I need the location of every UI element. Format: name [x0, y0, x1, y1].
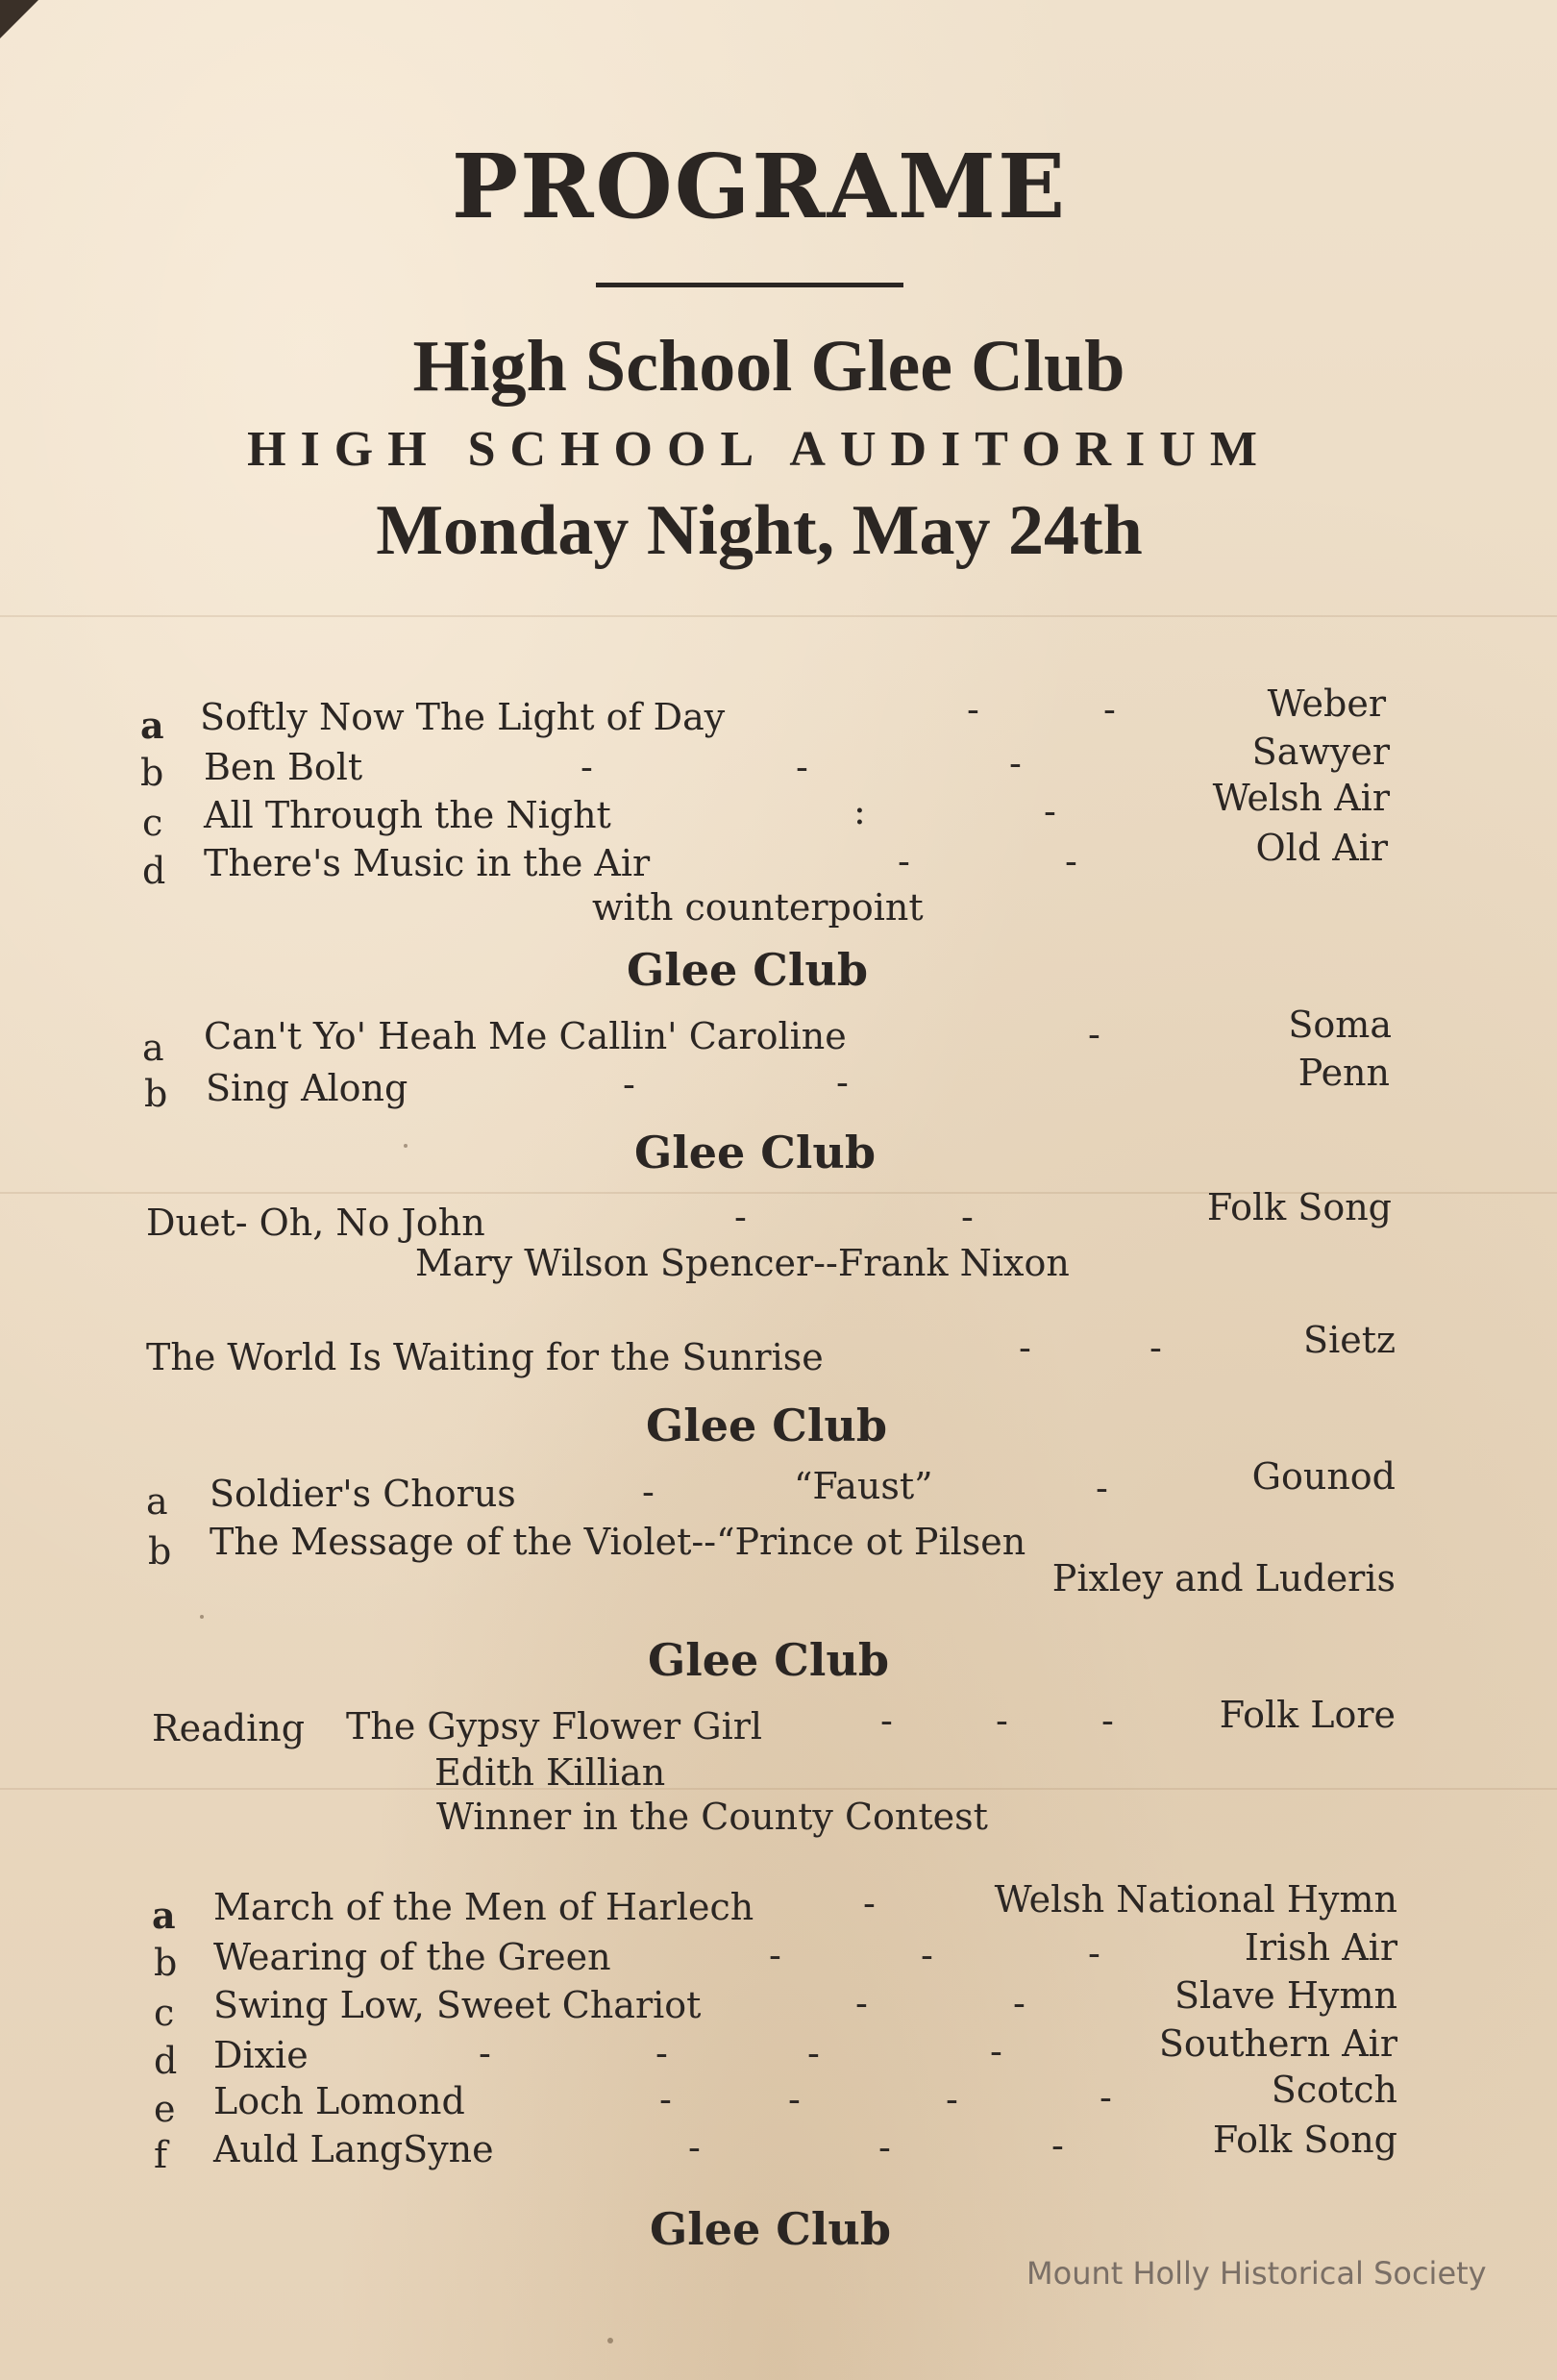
item-title: Auld LangSyne: [213, 2128, 494, 2170]
duet-performers: Mary Wilson Spencer--Frank Nixon: [415, 1242, 1070, 1284]
item-composer: Pixley and Luderis: [1051, 1557, 1396, 1599]
item-title: March of the Men of Harlech: [213, 1886, 754, 1928]
reading-title: The Gypsy Flower Girl: [346, 1705, 763, 1748]
item-letter: b: [140, 752, 164, 794]
item-composer: Sawyer: [1251, 731, 1390, 773]
dash-separator: -: [1088, 1932, 1100, 1974]
duet-composer: Folk Song: [1206, 1186, 1392, 1228]
dash-separator: -: [479, 2032, 491, 2074]
dash-separator: -: [898, 840, 910, 882]
item-title: Ben Bolt: [204, 746, 363, 788]
item-letter: d: [154, 2040, 178, 2082]
duet-title: Duet- Oh, No John: [146, 1202, 485, 1244]
club-name: High School Glee Club: [412, 326, 1125, 407]
dash-separator: -: [1019, 1326, 1031, 1369]
dash-separator: -: [655, 2032, 668, 2074]
performer-label: Glee Club: [646, 1400, 888, 1451]
dash-separator: -: [788, 2078, 801, 2120]
item-letter: e: [154, 2088, 176, 2130]
dash-separator: -: [1088, 1013, 1100, 1055]
performer-label: Glee Club: [648, 1634, 890, 1686]
dash-separator: -: [1101, 1699, 1114, 1742]
reader-note: Winner in the County Contest: [436, 1796, 988, 1838]
item-title: Softly Now The Light of Day: [200, 696, 726, 738]
item-composer: Gounod: [1251, 1455, 1396, 1498]
item-title: Soldier's Chorus: [210, 1473, 516, 1515]
item-letter: f: [154, 2134, 168, 2176]
dash-separator: -: [1013, 1982, 1026, 2024]
item-subtitle: “Faust”: [794, 1465, 933, 1507]
item-composer: Old Air: [1255, 827, 1388, 869]
item-composer: Folk Song: [1212, 2119, 1397, 2161]
performer-label: Glee Club: [627, 944, 869, 996]
item-composer: Soma: [1288, 1004, 1392, 1046]
dash-separator: -: [1065, 840, 1077, 882]
item-title: Sing Along: [206, 1067, 408, 1109]
program-title: PROGRAME: [451, 135, 1068, 238]
item-composer: Irish Air: [1244, 1926, 1397, 1969]
venue: HIGH SCHOOL AUDITORIUM: [247, 422, 1272, 477]
item-title: All Through the Night: [204, 794, 611, 836]
event-date: Monday Night, May 24th: [376, 491, 1143, 570]
item-title: There's Music in the Air: [204, 842, 651, 884]
performer-label: Glee Club: [650, 2203, 892, 2255]
item-composer: Welsh Air: [1212, 777, 1390, 819]
solo-title: The World Is Waiting for the Sunrise: [146, 1336, 824, 1378]
dash-separator: -: [1009, 742, 1022, 784]
solo-composer: Sietz: [1303, 1319, 1396, 1361]
dash-separator: -: [855, 1982, 868, 2024]
dash-separator: -: [880, 1699, 893, 1742]
dash-separator: -: [659, 2078, 672, 2120]
dash-separator: -: [688, 2126, 701, 2169]
performer-label: Glee Club: [634, 1127, 877, 1178]
dash-separator: -: [878, 2126, 891, 2169]
paper-speck: [404, 1144, 408, 1148]
item-letter: b: [144, 1073, 168, 1115]
item-letter: d: [142, 850, 166, 892]
dash-separator: -: [1100, 2076, 1112, 2119]
dash-separator: -: [996, 1699, 1008, 1742]
item-letter: a: [152, 1894, 176, 1937]
dash-separator: -: [623, 1063, 635, 1105]
reader-name: Edith Killian: [434, 1751, 666, 1794]
dash-separator: -: [863, 1882, 876, 1924]
watermark: Mount Holly Historical Society: [1026, 2255, 1487, 2292]
paper-fold: [0, 615, 1557, 617]
item-composer: Scotch: [1271, 2069, 1397, 2111]
item-composer: Slave Hymn: [1174, 1974, 1397, 2017]
dash-separator: -: [642, 1471, 655, 1513]
dash-separator: -: [1096, 1467, 1108, 1509]
paper-speck: [200, 1615, 204, 1619]
item-letter: b: [154, 1942, 178, 1984]
dash-separator: -: [961, 1196, 974, 1238]
item-title: Wearing of the Green: [213, 1936, 611, 1978]
item-note: with counterpoint: [592, 886, 924, 929]
item-title: Can't Yo' Heah Me Callin' Caroline: [204, 1015, 847, 1057]
item-composer: Southern Air: [1158, 2022, 1397, 2065]
dash-separator: -: [836, 1061, 849, 1103]
item-letter: b: [148, 1530, 172, 1573]
dash-separator: -: [796, 746, 808, 788]
colon-separator: :: [853, 790, 866, 832]
dash-separator: -: [1103, 688, 1116, 731]
dash-separator: -: [967, 688, 979, 731]
dash-separator: -: [1149, 1326, 1162, 1369]
dash-separator: -: [581, 746, 593, 788]
title-rule: [596, 283, 903, 287]
dash-separator: -: [990, 2030, 1002, 2072]
dash-separator: -: [769, 1934, 781, 1976]
dash-separator: -: [921, 1934, 933, 1976]
item-letter: a: [146, 1480, 168, 1523]
item-letter: c: [154, 1992, 175, 2034]
paper-fold: [0, 1788, 1557, 1790]
item-letter: a: [142, 1027, 164, 1069]
item-composer: Weber: [1267, 682, 1386, 725]
item-title: Swing Low, Sweet Chariot: [213, 1984, 702, 2026]
item-composer: Welsh National Hymn: [994, 1878, 1397, 1921]
item-composer: Penn: [1298, 1052, 1390, 1094]
torn-corner: [0, 0, 38, 38]
dash-separator: -: [734, 1196, 747, 1238]
paper-speck: [607, 2338, 613, 2343]
item-title: Loch Lomond: [213, 2080, 465, 2122]
dash-separator: -: [807, 2032, 820, 2074]
dash-separator: -: [1051, 2124, 1064, 2167]
item-title: The Message of the Violet--“Prince ot Pilsen: [210, 1521, 1026, 1563]
dash-separator: -: [946, 2078, 958, 2120]
item-letter: a: [140, 704, 164, 747]
dash-separator: -: [1044, 790, 1056, 832]
item-letter: c: [142, 802, 163, 844]
reading-composer: Folk Lore: [1219, 1694, 1396, 1736]
reading-label: Reading: [152, 1707, 306, 1749]
item-title: Dixie: [213, 2034, 309, 2076]
